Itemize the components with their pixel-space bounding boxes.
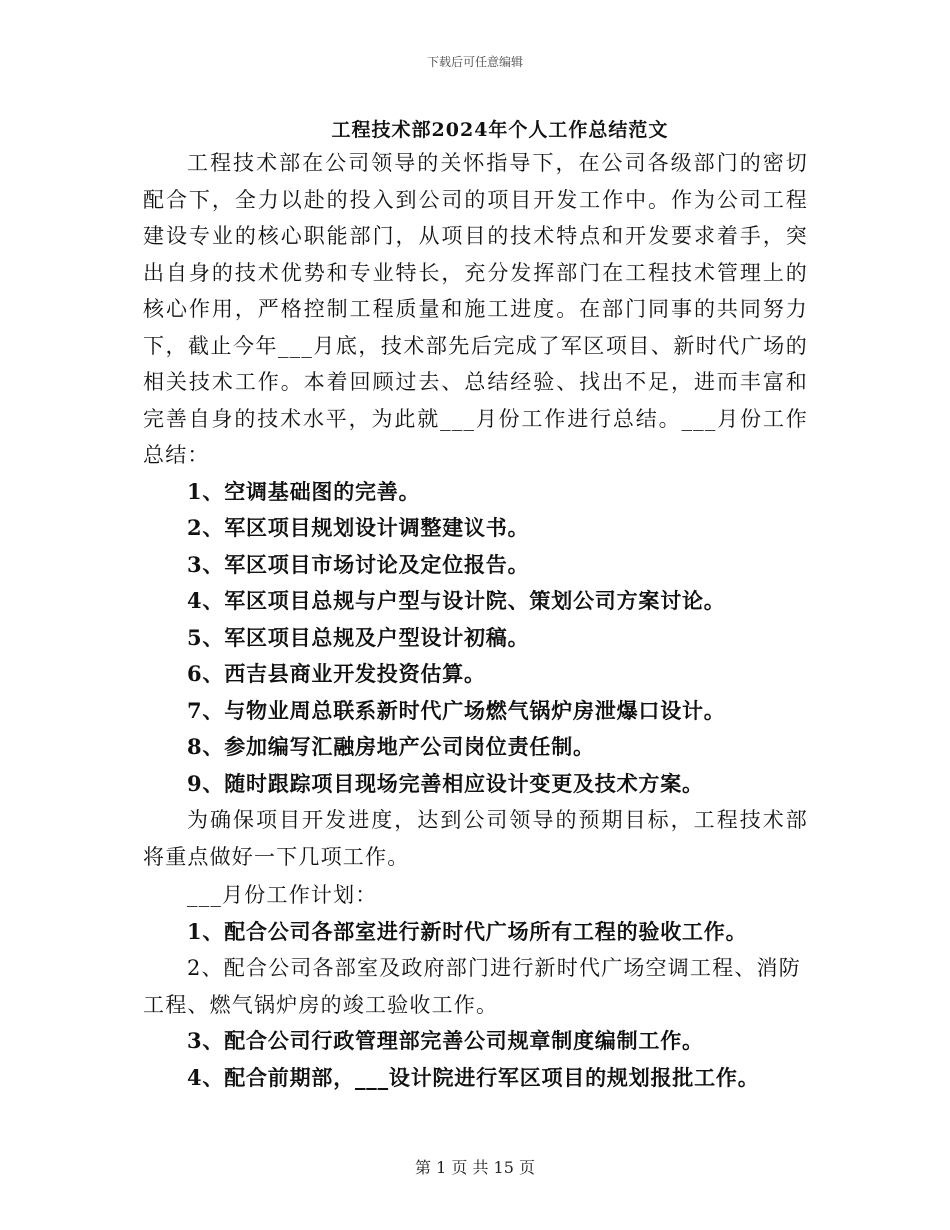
summary-item-2: 2、军区项目规划设计调整建议书。 [187,515,530,540]
summary-item-9: 9、随时跟踪项目现场完善相应设计变更及技术方案。 [187,770,704,796]
plan-item-4: 4、配合前期部，___设计院进行军区项目的规划报批工作。 [187,1064,760,1090]
summary-item-3: 3、军区项目市场讨论及定位报告。 [187,551,530,577]
document-body [143,145,808,1096]
summary-item-5: 5、军区项目总规及户型设计初稿。 [187,624,530,650]
summary-item-1: 1、空调基础图的完善。 [187,478,421,504]
summary-item-4: 4、军区项目总规与户型与设计院、策划公司方案讨论。 [187,588,726,613]
page-footer: 第 1 页 共 15 页 [415,1158,535,1177]
summary-item-8: 8、参加编写汇融房地产公司岗位责任制。 [187,734,595,759]
plan-item-1: 1、配合公司各部室进行新时代广场所有工程的验收工作。 [187,918,748,944]
plan-item-2: 2、配合公司各部室及政府部门进行新时代广场空调工程、消防工程、燃气锅炉房的竣工验收工作。 [143,956,801,1017]
page-header: 下载后可任意编辑 [426,55,523,69]
summary-item-6: 6、西吉县商业开发投资估算。 [187,661,486,686]
plan-heading: ___月份工作计划： [187,883,378,907]
intro-paragraph: 工程技术部在公司领导的关怀指导下，在公司各级部门的密切配合下，全力以赴的投入到公司的项目开发工作中。作为公司工程建设专业的核心职能部门，从项目的技术特点和开发要求着手，突出自身的技术优势和专业特长，充分发挥部门在工程技术管理上的核心作用，严格控制工程质量和施工进度。在部门同事的共同努力下，截止今年___月底，技术部先后完成了军区项目、新时代广场的相关技术工作。本着回顾过去、总结经验、找出不足，进而丰富和完善自身的技术水平，为此就___月份工作进行总结。___月份工作总结： [143,151,808,467]
plan-item-3: 3、配合公司行政管理部完善公司规章制度编制工作。 [187,1028,704,1053]
summary-item-7: 7、与物业周总联系新时代广场燃气锅炉房泄爆口设计。 [187,697,726,723]
goal-paragraph: 为确保项目开发进度，达到公司领导的预期目标，工程技术部将重点做好一下几项工作。 [143,808,808,869]
document-title: 工程技术部2024年个人工作总结范文 [331,119,669,141]
